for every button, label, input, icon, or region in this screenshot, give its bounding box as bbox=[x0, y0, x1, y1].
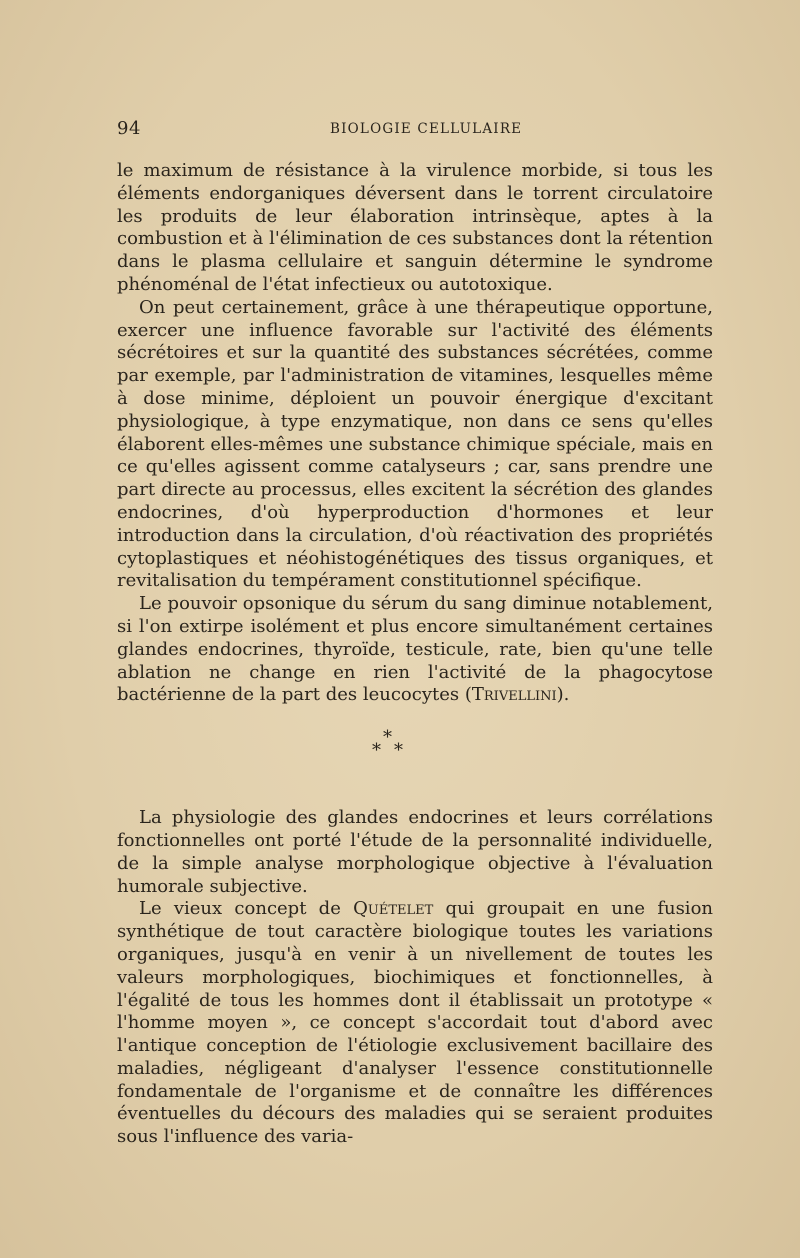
paragraph-opsonic bbox=[117, 593, 713, 707]
paragraph-opsonic-text: Le pouvoir opsonique du sérum du sang diminue notablement, si l'on extirpe isolément et plus encore simultanément certaines glandes endocrines, thyroïde, testicule, rate, bien qu'une telle ablation ne change en rien l'activité de la phagocytose bactérienne de la part des leucocytes ( bbox=[117, 593, 713, 706]
author-name: Trivellini bbox=[471, 684, 557, 706]
paragraph-quetelet-start: Le vieux concept de bbox=[139, 898, 354, 920]
asterism-star-right: * bbox=[394, 740, 403, 762]
author-name-quetelet: Quételet bbox=[353, 898, 434, 920]
paragraph-opsonic-end: ). bbox=[556, 684, 570, 706]
paragraph-quetelet bbox=[117, 898, 713, 1149]
paragraph-continued: le maximum de résistance à la virulence morbide, si tous les éléments endorganiques déversent dans le torrent circulatoire les produits de leur élaboration intrinsèque, aptes à la combustion et à l'élimination de ces substances dont la rétention dans le plasma cellulaire et sanguin détermine le syndrome phénoménal de l'état infectieux ou autotoxique. bbox=[117, 160, 713, 295]
section-separator bbox=[117, 707, 713, 807]
asterism-star-left: * bbox=[372, 740, 381, 762]
paragraph-quetelet-text: qui groupait en une fusion synthétique de tout caractère biologique toutes les variations organiques, jusqu'à en venir à un nivellement de toutes les valeurs morphologiques, biochimiques et fonctionnelles, à l'égalité de tous les hommes dont il établissait un prototype « l'homme moyen », ce concept s'accordait tout d'abord avec l'antique conception de l'étiologie exclusivement bacillaire des maladies, négligeant d'analyser l'essence constitutionnelle fondamentale de l'organisme et de connaître les différences éventuelles du décours des maladies qui se seraient produites sous l'influence des varia- bbox=[117, 898, 713, 1148]
body-text bbox=[117, 160, 713, 1149]
paragraph-physiology: La physiologie des glandes endocrines et leurs corrélations fonctionnelles ont porté l'étude de la personnalité individuelle, de la simple analyse morphologique objective à l'évaluation humorale subjective. bbox=[117, 807, 713, 897]
page-header bbox=[117, 118, 713, 142]
running-head: BIOLOGIE CELLULAIRE bbox=[330, 121, 523, 137]
asterism-star-top: * bbox=[383, 727, 392, 749]
page-number: 94 bbox=[117, 118, 141, 139]
paragraph-vitamins: On peut certainement, grâce à une thérapeutique opportune, exercer une influence favorable sur l'activité des éléments sécrétoires et sur la quantité des substances sécrétées, comme par exemple, par l'administration de vitamines, lesquelles même à dose minime, déploient un pouvoir énergique d'excitant physiologique, à type enzymatique, non dans ce sens qu'elles élaborent elles-mêmes une substance chimique spéciale, mais en ce qu'elles agissent comme catalyseurs ; car, sans prendre une part directe au processus, elles excitent la sécrétion des glandes endocrines, d'où hyperproduction d'hormones et leur introduction dans la circulation, d'où réactivation des propriétés cytoplastiques et néohistogénétiques des tissus organiques, et revitalisation du tempérament constitutionnel spécifique. bbox=[117, 296, 713, 592]
